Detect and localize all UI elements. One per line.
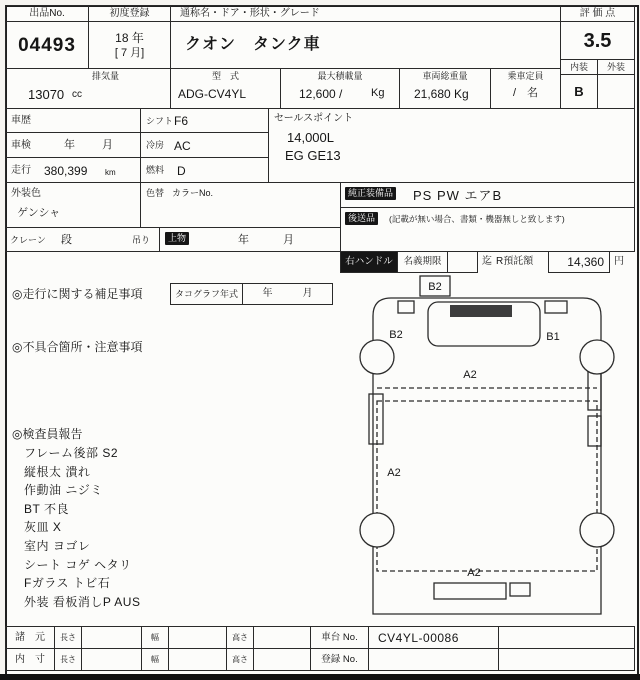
right-mirror bbox=[545, 301, 567, 313]
aircon-cell bbox=[140, 132, 269, 158]
cab-mark: A2 bbox=[463, 369, 477, 381]
shift-cell bbox=[140, 108, 269, 133]
front-right-wheel bbox=[580, 340, 614, 374]
inner-length-value bbox=[81, 648, 142, 671]
forwarding-cell bbox=[340, 207, 635, 252]
vehicle-name-label: 通称名・ドア・形状・グレード bbox=[170, 5, 561, 22]
color-change-cell bbox=[140, 182, 341, 228]
inspector-item: フレーム後部 S2 bbox=[24, 446, 119, 460]
tachograph-value-box: 年 月 bbox=[242, 283, 333, 305]
inspector-item: 作動油 ニジミ bbox=[24, 483, 103, 498]
left-side-mark: A2 bbox=[387, 467, 401, 479]
color-change-label: 色替 bbox=[146, 188, 165, 198]
height-value bbox=[253, 626, 311, 649]
inner-width-label: 幅 bbox=[141, 648, 169, 671]
inspector-item: 縦根太 潰れ bbox=[24, 464, 91, 479]
model-code-cell bbox=[170, 68, 281, 109]
interior-grade-value: B bbox=[560, 74, 598, 109]
model-code-label: 型 式 bbox=[211, 71, 239, 81]
exterior-color-cell bbox=[5, 182, 141, 228]
gross-weight-cell bbox=[399, 68, 491, 109]
rear-step bbox=[510, 583, 530, 596]
crane-row-divider bbox=[159, 228, 160, 251]
cab-sign-bar bbox=[450, 305, 512, 317]
sales-point-line2: EG GE13 bbox=[285, 148, 341, 163]
dimensions-row-label: 諸 元 bbox=[5, 626, 55, 649]
roof-mark: B2 bbox=[428, 281, 442, 293]
recycle-deposit-amount: 14,360 bbox=[548, 251, 610, 273]
mileage-unit: km bbox=[105, 168, 116, 177]
inner-height-value bbox=[253, 648, 311, 671]
scan-edge bbox=[0, 674, 640, 680]
crane-hang-label: 吊り bbox=[132, 235, 151, 245]
mileage-value: 380,399 bbox=[44, 164, 88, 178]
displacement-unit: cc bbox=[72, 89, 82, 100]
shift-label: シフト bbox=[146, 116, 174, 126]
sales-point-cell bbox=[268, 108, 635, 183]
registration-number-value bbox=[368, 648, 499, 671]
exterior-grade-value bbox=[597, 74, 635, 109]
sales-point-label: セールスポイント bbox=[274, 113, 354, 124]
tank-body-outline bbox=[377, 401, 597, 571]
sales-point-line1: 14,000L bbox=[287, 130, 334, 145]
registration-number-label: 登録 No. bbox=[310, 648, 369, 671]
forwarding-label: 後送品 bbox=[345, 212, 378, 225]
inspector-item: シート コゲ ヘタリ bbox=[24, 557, 132, 572]
gross-weight-label: 車両総重量 bbox=[422, 71, 468, 81]
body-month-label: 月 bbox=[283, 234, 294, 246]
front-left-wheel bbox=[360, 340, 394, 374]
width-value bbox=[168, 626, 227, 649]
score-value: 3.5 bbox=[560, 21, 635, 60]
fuel-label: 燃料 bbox=[146, 165, 165, 175]
oem-equipment-value: PS PW エアB bbox=[413, 188, 503, 203]
footer-extra-cell-1 bbox=[498, 626, 635, 649]
first-registration-label: 初度登録 bbox=[88, 5, 171, 22]
rear-left-wheel bbox=[360, 513, 394, 547]
rear-bumper bbox=[434, 583, 506, 599]
mileage-note-title: ◎走行に関する補足事項 bbox=[12, 287, 143, 301]
max-load-cell bbox=[280, 68, 400, 109]
aircon-value: AC bbox=[174, 139, 191, 153]
chassis-number-value: CV4YL-00086 bbox=[368, 626, 499, 649]
crane-body-row bbox=[5, 227, 341, 252]
capacity-cell bbox=[490, 68, 561, 109]
inner-dimensions-row-label: 内 寸 bbox=[5, 648, 55, 671]
tachograph-label: タコグラフ年式 bbox=[170, 283, 243, 305]
displacement-label: 排気量 bbox=[92, 71, 120, 81]
crane-step-label: 段 bbox=[61, 234, 72, 246]
vehicle-name-value: クオン タンク車 bbox=[170, 21, 561, 69]
oem-equipment-cell bbox=[340, 182, 635, 208]
shift-value: F6 bbox=[174, 114, 189, 128]
inspection-value: 年 月 bbox=[64, 139, 121, 151]
mileage-label: 走行 bbox=[11, 165, 31, 176]
aircon-label: 冷房 bbox=[146, 140, 165, 150]
inspector-item: 灰皿 X bbox=[24, 520, 62, 535]
left-mirror bbox=[398, 301, 414, 313]
inner-length-label: 長さ bbox=[54, 648, 82, 671]
inner-width-value bbox=[168, 648, 227, 671]
recycle-deposit-label: R預託額 bbox=[496, 256, 534, 267]
vehicle-condition-diagram bbox=[348, 270, 628, 622]
model-code-value: ADG-CV4YL bbox=[178, 87, 247, 101]
chassis-number-label: 車台 No. bbox=[310, 626, 369, 649]
first-registration-month: [ 7 月] bbox=[114, 46, 145, 59]
inspector-report-list bbox=[24, 444, 140, 611]
height-label: 高さ bbox=[226, 626, 254, 649]
history-cell: 車歴 bbox=[5, 108, 141, 133]
inspection-label: 車検 bbox=[11, 140, 31, 151]
body-year-label: 年 bbox=[238, 234, 249, 246]
interior-grade-label: 内装 bbox=[560, 59, 598, 75]
right-hand-drive-badge: 右ハンドル bbox=[340, 251, 398, 273]
oem-equipment-label: 純正装備品 bbox=[345, 187, 396, 200]
displacement-cell bbox=[5, 68, 171, 109]
footer-extra-cell-2 bbox=[498, 648, 635, 671]
lot-number-label: 出品No. bbox=[5, 5, 89, 22]
inspector-item: BT 不良 bbox=[24, 501, 69, 516]
exterior-color-label: 外装色 bbox=[11, 188, 41, 199]
length-label: 長さ bbox=[54, 626, 82, 649]
inspector-report-title: ◎検査員報告 bbox=[12, 427, 83, 441]
rear-mark: A2 bbox=[467, 567, 481, 579]
crane-label: クレーン bbox=[10, 235, 46, 245]
right-side-box-2 bbox=[588, 416, 601, 446]
width-label: 幅 bbox=[141, 626, 169, 649]
max-load-unit: Kg bbox=[371, 87, 385, 99]
rear-right-wheel bbox=[580, 513, 614, 547]
color-no-label: カラーNo. bbox=[172, 188, 214, 198]
max-load-value: 12,600 / bbox=[299, 87, 343, 101]
lot-number-value: 04493 bbox=[5, 21, 89, 69]
front-right-mark: B1 bbox=[546, 331, 560, 343]
inspector-item: Fガラス トビ石 bbox=[24, 576, 111, 591]
displacement-value: 13070 bbox=[28, 87, 65, 102]
fuel-value: D bbox=[177, 164, 186, 178]
forwarding-note: (記載が無い場合、書類・機器無しと致します) bbox=[389, 214, 565, 224]
inspector-item: 外装 看板消しP AUS bbox=[24, 594, 141, 609]
name-limit-label: 名義期限 bbox=[397, 251, 448, 273]
capacity-value: / 名 bbox=[513, 87, 539, 99]
mileage-cell bbox=[5, 157, 141, 183]
inspector-item: 室内 ヨゴレ bbox=[24, 538, 91, 553]
first-registration-year: 18 年 bbox=[115, 30, 144, 45]
length-value bbox=[81, 626, 142, 649]
inner-height-label: 高さ bbox=[226, 648, 254, 671]
until-label: 迄 bbox=[482, 256, 492, 267]
gross-weight-value: 21,680 Kg bbox=[414, 87, 469, 101]
fuel-cell bbox=[140, 157, 269, 183]
inspection-cell bbox=[5, 132, 141, 158]
front-left-mark: B2 bbox=[389, 329, 403, 341]
score-label: 評 価 点 bbox=[560, 5, 635, 22]
exterior-grade-label: 外装 bbox=[597, 59, 635, 75]
currency-label: 円 bbox=[614, 256, 624, 267]
capacity-label: 乗車定員 bbox=[507, 71, 544, 81]
exterior-color-value: ゲンシャ bbox=[17, 207, 61, 219]
body-label: 上物 bbox=[165, 232, 189, 245]
max-load-label: 最大積載量 bbox=[317, 71, 363, 81]
defects-title: ◎不具合箇所・注意事項 bbox=[12, 340, 143, 354]
